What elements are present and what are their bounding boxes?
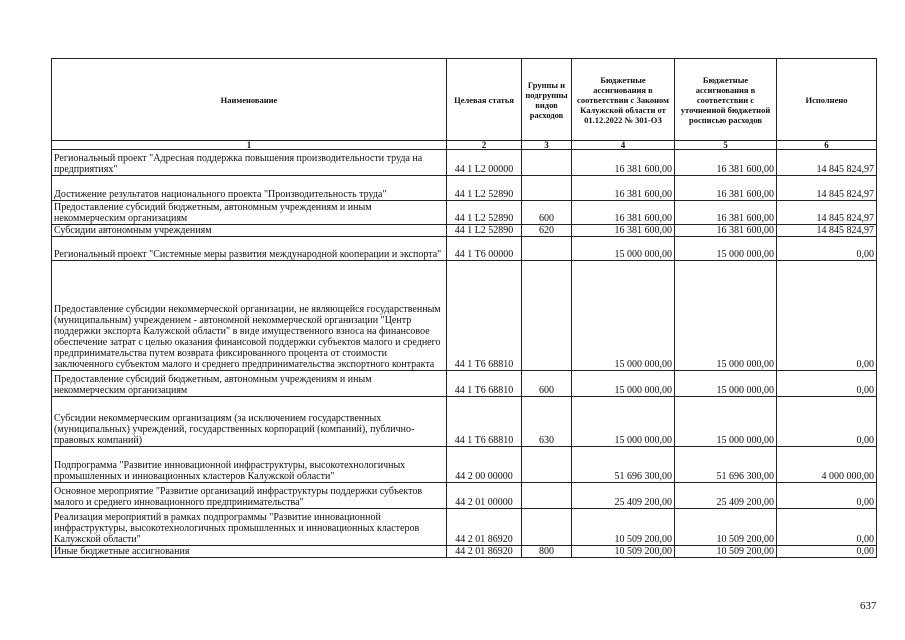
row-law-amount: 10 509 200,00 (572, 546, 675, 558)
row-law-amount: 16 381 600,00 (572, 176, 675, 201)
table-row (52, 237, 877, 261)
row-executed-amount: 14 845 824,97 (777, 201, 877, 225)
table-row (52, 397, 877, 447)
row-target-code: 44 1 T6 68810 (447, 371, 522, 397)
table-row (52, 150, 877, 176)
header-target-article: Целевая статья (447, 59, 522, 141)
row-name: Достижение результатов национального проекта "Производительность труда" (52, 176, 447, 201)
row-law-amount: 16 381 600,00 (572, 150, 675, 176)
row-refined-amount: 10 509 200,00 (675, 509, 777, 546)
row-target-code: 44 1 T6 68810 (447, 261, 522, 371)
row-law-amount: 15 000 000,00 (572, 371, 675, 397)
row-law-amount: 16 381 600,00 (572, 225, 675, 237)
row-refined-amount: 16 381 600,00 (675, 201, 777, 225)
row-executed-amount: 0,00 (777, 397, 877, 447)
row-law-amount: 25 409 200,00 (572, 483, 675, 509)
row-refined-amount: 51 696 300,00 (675, 447, 777, 483)
row-group (522, 483, 572, 509)
row-executed-amount: 4 000 000,00 (777, 447, 877, 483)
column-number: 3 (522, 141, 572, 150)
table-row (52, 509, 877, 546)
row-name: Реализация мероприятий в рамках подпрограммы "Развитие инновационной инфраструктуры, высокотехнологичных промышленных и инновационных кластеров Калужской области" (52, 509, 447, 546)
row-name: Субсидии автономным учреждениям (52, 225, 447, 237)
row-target-code: 44 1 L2 52890 (447, 176, 522, 201)
row-target-code: 44 1 T6 00000 (447, 237, 522, 261)
table-row (52, 483, 877, 509)
row-group (522, 447, 572, 483)
row-law-amount: 16 381 600,00 (572, 201, 675, 225)
row-name: Предоставление субсидии некоммерческой организации, не являющейся государственным (муниципальным) учреждением - автономной некоммерческой организации "Центр поддержки экспорта Калужской области" в виде имущественного взноса на финансовое обеспечение затрат с целью оказания финансовой поддержки субъектов малого и среднего предпринимательства путем возврата фиксированного процента от стоимости заключенного субъектом малого и среднего предпринимательства экспортного контракта (52, 261, 447, 371)
row-group (522, 509, 572, 546)
row-executed-amount: 0,00 (777, 261, 877, 371)
row-law-amount: 10 509 200,00 (572, 509, 675, 546)
row-law-amount: 15 000 000,00 (572, 237, 675, 261)
row-group: 620 (522, 225, 572, 237)
header-name: Наименование (52, 59, 447, 141)
column-number: 6 (777, 141, 877, 150)
row-target-code: 44 1 L2 52890 (447, 201, 522, 225)
header-executed: Исполнено (777, 59, 877, 141)
column-number: 1 (52, 141, 447, 150)
page-number: 637 (860, 600, 877, 612)
column-number: 5 (675, 141, 777, 150)
row-refined-amount: 15 000 000,00 (675, 261, 777, 371)
row-target-code: 44 2 00 00000 (447, 447, 522, 483)
table-row (52, 261, 877, 371)
row-group: 630 (522, 397, 572, 447)
row-group (522, 261, 572, 371)
row-name: Субсидии некоммерческим организациям (за исключением государственных (муниципальных) учреждений, государственных корпораций (компаний), публично-правовых компаний) (52, 397, 447, 447)
row-refined-amount: 25 409 200,00 (675, 483, 777, 509)
row-executed-amount: 0,00 (777, 371, 877, 397)
row-refined-amount: 16 381 600,00 (675, 225, 777, 237)
column-number: 4 (572, 141, 675, 150)
row-law-amount: 15 000 000,00 (572, 397, 675, 447)
row-group: 800 (522, 546, 572, 558)
row-executed-amount: 14 845 824,97 (777, 150, 877, 176)
header-refined-allocations: Бюджетные ассигнования в соответствии с уточненной бюджетной росписью расходов (675, 59, 777, 141)
column-number-row (52, 141, 877, 150)
row-group (522, 150, 572, 176)
row-executed-amount: 0,00 (777, 509, 877, 546)
row-executed-amount: 0,00 (777, 237, 877, 261)
row-target-code: 44 1 L2 00000 (447, 150, 522, 176)
table-row (52, 176, 877, 201)
row-executed-amount: 0,00 (777, 483, 877, 509)
table-row (52, 201, 877, 225)
row-group: 600 (522, 201, 572, 225)
table-row (52, 546, 877, 558)
row-law-amount: 15 000 000,00 (572, 261, 675, 371)
row-name: Региональный проект "Системные меры развития международной кооперации и экспорта" (52, 237, 447, 261)
table-row (52, 371, 877, 397)
row-refined-amount: 15 000 000,00 (675, 397, 777, 447)
row-executed-amount: 14 845 824,97 (777, 176, 877, 201)
row-law-amount: 51 696 300,00 (572, 447, 675, 483)
row-refined-amount: 15 000 000,00 (675, 237, 777, 261)
row-name: Региональный проект "Адресная поддержка повышения производительности труда на предприятиях" (52, 150, 447, 176)
row-executed-amount: 0,00 (777, 546, 877, 558)
row-refined-amount: 16 381 600,00 (675, 150, 777, 176)
row-group (522, 237, 572, 261)
row-target-code: 44 1 T6 68810 (447, 397, 522, 447)
header-law-allocations: Бюджетные ассигнования в соответствии с Законом Калужской области от 01.12.2022 № 301-ОЗ (572, 59, 675, 141)
row-refined-amount: 16 381 600,00 (675, 176, 777, 201)
row-target-code: 44 2 01 86920 (447, 546, 522, 558)
row-name: Предоставление субсидий бюджетным, автономным учреждениям и иным некоммерческим организациям (52, 371, 447, 397)
column-number: 2 (447, 141, 522, 150)
row-target-code: 44 2 01 86920 (447, 509, 522, 546)
table-row (52, 225, 877, 237)
row-executed-amount: 14 845 824,97 (777, 225, 877, 237)
row-group: 600 (522, 371, 572, 397)
row-target-code: 44 2 01 00000 (447, 483, 522, 509)
header-expense-groups: Группы и подгруппы видов расходов (522, 59, 572, 141)
row-name: Подпрограмма "Развитие инновационной инфраструктуры, высокотехнологичных промышленных и инновационных кластеров Калужской области" (52, 447, 447, 483)
row-refined-amount: 10 509 200,00 (675, 546, 777, 558)
row-refined-amount: 15 000 000,00 (675, 371, 777, 397)
table-row (52, 447, 877, 483)
row-name: Иные бюджетные ассигнования (52, 546, 447, 558)
row-name: Основное мероприятие "Развитие организаций инфраструктуры поддержки субъектов малого и среднего инновационного предпринимательства" (52, 483, 447, 509)
budget-table (51, 58, 877, 558)
row-target-code: 44 1 L2 52890 (447, 225, 522, 237)
row-name: Предоставление субсидий бюджетным, автономным учреждениям и иным некоммерческим организациям (52, 201, 447, 225)
row-group (522, 176, 572, 201)
header-row (52, 59, 877, 141)
